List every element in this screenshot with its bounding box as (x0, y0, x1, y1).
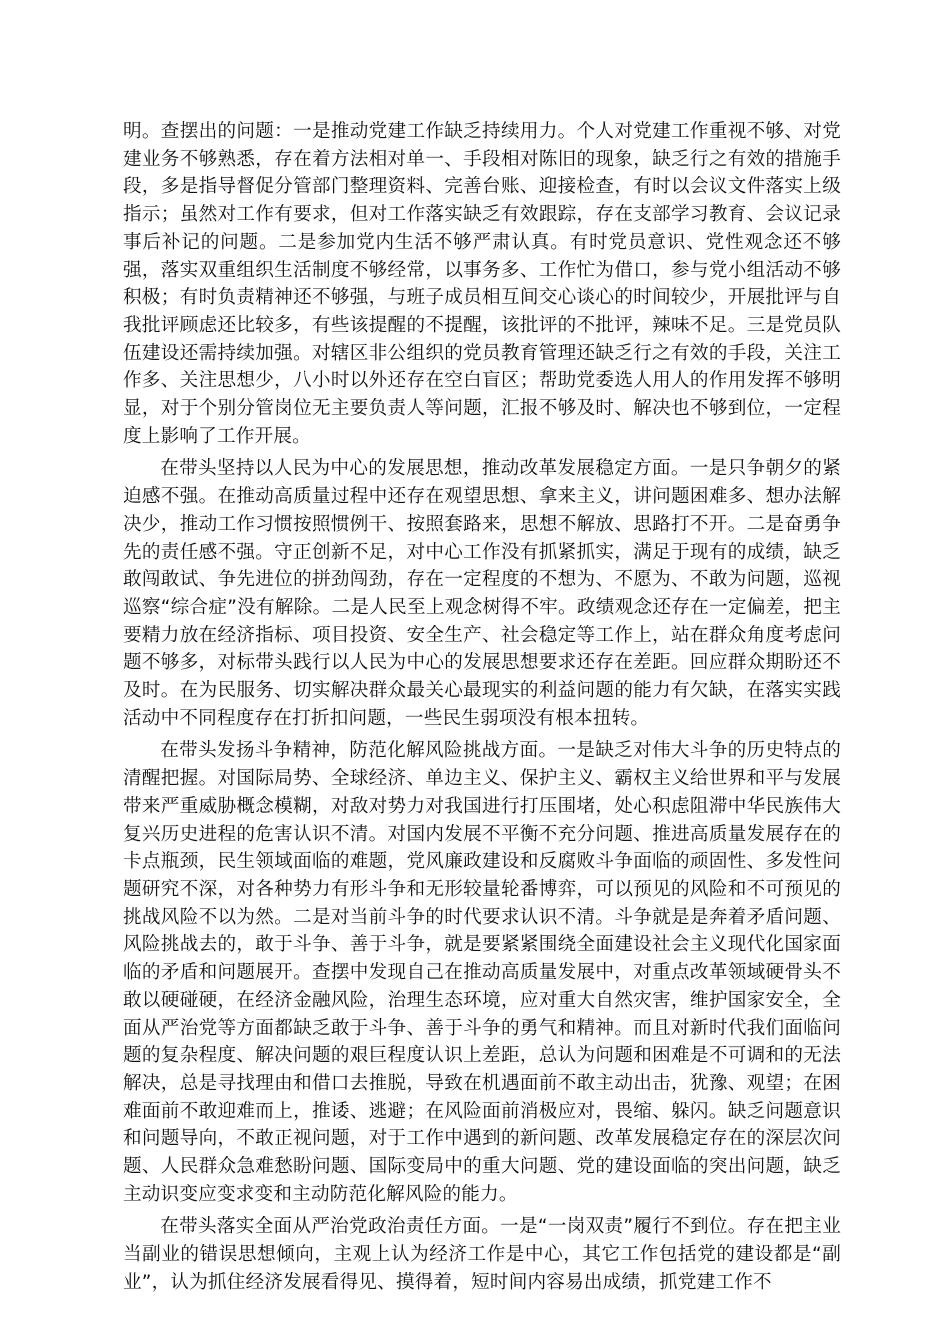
paragraph-4: 在带头落实全面从严治党政治责任方面。一是“一岗双责”履行不到位。存在把主业当副业的错误思想倾向，主观上认为经济工作是中心，其它工作包括党的建设都是“副业”，认为抓住经济发展看得见、摸得着，短时间内容易出成绩，抓党建工作不 (123, 1216, 841, 1293)
paragraph-1: 明。查摆出的问题：一是推动党建工作缺乏持续用力。个人对党建工作重视不够、对党建业务不够熟悉，存在着方法相对单一、手段相对陈旧的现象，缺乏行之有效的措施手段，多是指导督促分管部门整理资料、完善台账、迎接检查，有时以会议文件落实上级指示；虽然对工作有要求，但对工作落实缺乏有效跟踪，存在支部学习教育、会议记录事后补记的问题。二是参加党内生活不够严肃认真。有时党员意识、党性观念还不够强，落实双重组织生活制度不够经常，以事务多、工作忙为借口，参与党小组活动不够积极；有时负责精神还不够强，与班子成员相互间交心谈心的时间较少，开展批评与自我批评顾虑还比较多，有些该提醒的不提醒，该批评的不批评，辣味不足。三是党员队伍建设还需持续加强。对辖区非公组织的党员教育管理还缺乏行之有效的手段，关注工作多、关注思想少，八小时以外还存在空白盲区；帮助党委选人用人的作用发挥不够明显，对于个别分管岗位无主要负责人等问题，汇报不够及时、解决也不够到位，一定程度上影响了工作开展。 (123, 121, 841, 447)
document-page (123, 118, 841, 1302)
paragraph-2: 在带头坚持以人民为中心的发展思想，推动改革发展稳定方面。一是只争朝夕的紧迫感不强。在推动高质量过程中还存在观望思想、拿来主义，讲问题困难多、想办法解决少，推动工作习惯按照惯例干、按照套路来，思想不解放、思路打不开。二是奋勇争先的责任感不强。守正创新不足，对中心工作没有抓紧抓实，满足于现有的成绩，缺乏敢闯敢试、争先进位的拼劲闯劲，存在一定程度的不想为、不愿为、不敢为问题，巡视巡察“综合症”没有解除。二是人民至上观念树得不牢。政绩观念还存在一定偏差，把主要精力放在经济指标、项目投资、安全生产、社会稳定等工作上，站在群众角度考虑问题不够多，对标带头践行以人民为中心的发展思想要求还存在差距。回应群众期盼还不及时。在为民服务、切实解决群众最关心最现实的利益问题的能力有欠缺，在落实实践活动中不同程度存在打折扣问题，一些民生弱项没有根本扭转。 (123, 458, 841, 729)
paragraph-3: 在带头发扬斗争精神，防范化解风险挑战方面。一是缺乏对伟大斗争的历史特点的清醒把握。对国际局势、全球经济、单边主义、保护主义、霸权主义给世界和平与发展带来严重威胁概念模糊，对敌对势力对我国进行打压围堵，处心积虑阻滞中华民族伟大复兴历史进程的危害认识不清。对国内发展不平衡不充分问题、推进高质量发展存在的卡点瓶颈，民生领域面临的难题，党风廉政建设和反腐败斗争面临的顽固性、多发性问题研究不深，对各种势力有形斗争和无形较量轮番博弈，可以预见的风险和不可预见的挑战风险不以为然。二是对当前斗争的时代要求认识不清。斗争就是是奔着矛盾问题、风险挑战去的，敢于斗争、善于斗争，就是要紧紧围绕全面建设社会主义现代化国家面临的矛盾和问题展开。查摆中发现自己在推动高质量发展中，对重点改革领域硬骨头不敢以硬碰硬，在经济金融风险，治理生态环境，应对重大自然灾害，维护国家安全，全面从严治党等方面都缺乏敢于斗争、善于斗争的勇气和精神。而且对新时代我们面临问题的复杂程度、解决问题的艰巨程度认识上差距，总认为问题和困难是不可调和的无法解决，总是寻找理由和借口去推脱，导致在机遇面前不敢主动出击，犹豫、观望；在困难面前不敢迎难而上，推诿、逃避；在风险面前消极应对，畏缩、躲闪。缺乏问题意识和问题导向，不敢正视问题，对于工作中遇到的新问题、改革发展稳定存在的深层次问题、人民群众急难愁盼问题、国际变局中的重大问题、党的建设面临的突出问题，缺乏主动识变应变求变和主动防范化解风险的能力。 (123, 740, 841, 1205)
